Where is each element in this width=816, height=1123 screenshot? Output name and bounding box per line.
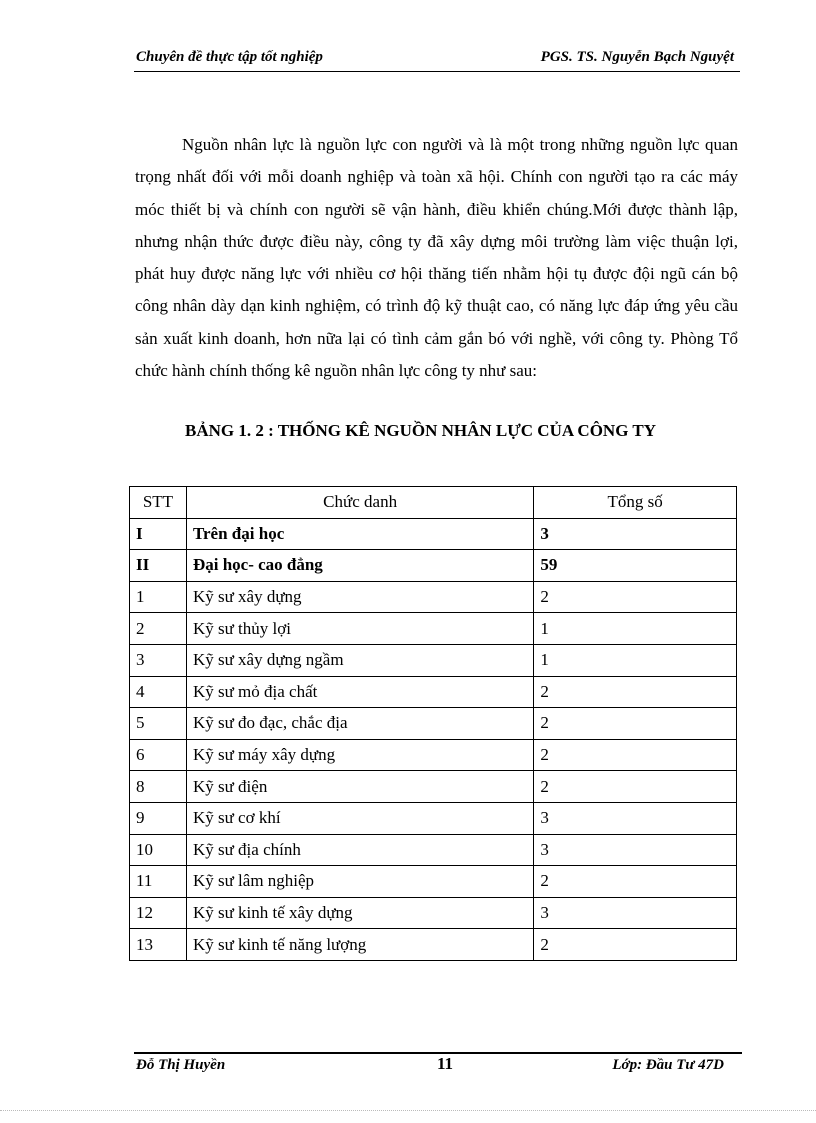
cell-title: Kỹ sư kinh tế năng lượng (186, 929, 533, 961)
table-row (130, 644, 737, 676)
page-bottom-divider (0, 1110, 816, 1111)
cell-title: Kỹ sư máy xây dựng (186, 739, 533, 771)
cell-stt: 11 (130, 866, 187, 898)
staff-table (129, 486, 737, 961)
header-stt: STT (130, 487, 187, 519)
table-row (130, 866, 737, 898)
cell-stt: 12 (130, 897, 187, 929)
table-row (130, 676, 737, 708)
cell-total: 2 (534, 771, 737, 803)
cell-stt: 5 (130, 708, 187, 740)
table-title: BẢNG 1. 2 : THỐNG KÊ NGUỒN NHÂN LỰC CỦA CÔNG TY (185, 421, 656, 440)
table-row (130, 802, 737, 834)
table-row (130, 550, 737, 582)
cell-stt: II (130, 550, 187, 582)
cell-total: 3 (534, 802, 737, 834)
cell-total: 2 (534, 676, 737, 708)
table-row (130, 929, 737, 961)
cell-stt: 6 (130, 739, 187, 771)
cell-stt: 8 (130, 771, 187, 803)
cell-total: 3 (534, 897, 737, 929)
cell-stt: 9 (130, 802, 187, 834)
cell-total: 2 (534, 739, 737, 771)
page-header (134, 47, 740, 72)
cell-title: Kỹ sư xây dựng ngầm (186, 644, 533, 676)
cell-total: 1 (534, 644, 737, 676)
table-header-row (130, 487, 737, 519)
body-paragraph: Nguồn nhân lực là nguồn lực con người và là một trong những nguồn lực quan trọng nhất đối với mỗi doanh nghiệp và toàn xã hội. Chính con người tạo ra các máy móc thiết bị và chính con người sẽ vận hành, điều khiển chúng.Mới được thành lập, nhưng nhận thức được điều này, công ty đã xây dựng môi trường làm việc thuận lợi, phát huy được năng lực với nhiều cơ hội thăng tiến nhằm hội tụ được đội ngũ cán bộ công nhân dày dạn kinh nghiệm, có trình độ kỹ thuật cao, có năng lực đáp ứng yêu cầu sản xuất kinh doanh, hơn nữa lại có tình cảm gắn bó với nghề, với công ty. Phòng Tổ chức hành chính thống kê nguồn nhân lực công ty như sau: (135, 135, 738, 381)
cell-total: 1 (534, 613, 737, 645)
table-row (130, 613, 737, 645)
table-row (130, 834, 737, 866)
cell-title: Kỹ sư cơ khí (186, 802, 533, 834)
table-row (130, 708, 737, 740)
cell-total: 3 (534, 518, 737, 550)
cell-total: 2 (534, 929, 737, 961)
table-row (130, 739, 737, 771)
cell-title: Kỹ sư điện (186, 771, 533, 803)
cell-stt: 2 (130, 613, 187, 645)
cell-title: Kỹ sư lâm nghiệp (186, 866, 533, 898)
cell-title: Kỹ sư địa chính (186, 834, 533, 866)
cell-total: 2 (534, 866, 737, 898)
cell-total: 2 (534, 581, 737, 613)
cell-stt: 1 (130, 581, 187, 613)
cell-stt: 13 (130, 929, 187, 961)
cell-stt: I (130, 518, 187, 550)
cell-title: Kỹ sư mỏ địa chất (186, 676, 533, 708)
cell-stt: 4 (130, 676, 187, 708)
footer-class: Lớp: Đầu Tư 47D (612, 1057, 724, 1073)
header-document-title: Chuyên đề thực tập tốt nghiệp (136, 49, 323, 65)
page-footer (134, 1052, 742, 1078)
cell-total: 3 (534, 834, 737, 866)
cell-title: Kỹ sư xây dựng (186, 581, 533, 613)
header-total: Tổng số (534, 487, 737, 519)
cell-total: 59 (534, 550, 737, 582)
page-number: 11 (437, 1054, 454, 1073)
cell-title: Kỹ sư đo đạc, chắc địa (186, 708, 533, 740)
header-title: Chức danh (186, 487, 533, 519)
table-row (130, 897, 737, 929)
cell-stt: 3 (130, 644, 187, 676)
cell-total: 2 (534, 708, 737, 740)
cell-title: Kỹ sư kinh tế xây dựng (186, 897, 533, 929)
cell-stt: 10 (130, 834, 187, 866)
table-row (130, 771, 737, 803)
table-row (130, 581, 737, 613)
cell-title: Đại học- cao đẳng (186, 550, 533, 582)
footer-author: Đỗ Thị Huyền (136, 1057, 226, 1073)
header-supervisor: PGS. TS. Nguyễn Bạch Nguyệt (540, 49, 734, 65)
cell-title: Trên đại học (186, 518, 533, 550)
cell-title: Kỹ sư thủy lợi (186, 613, 533, 645)
table-row (130, 518, 737, 550)
